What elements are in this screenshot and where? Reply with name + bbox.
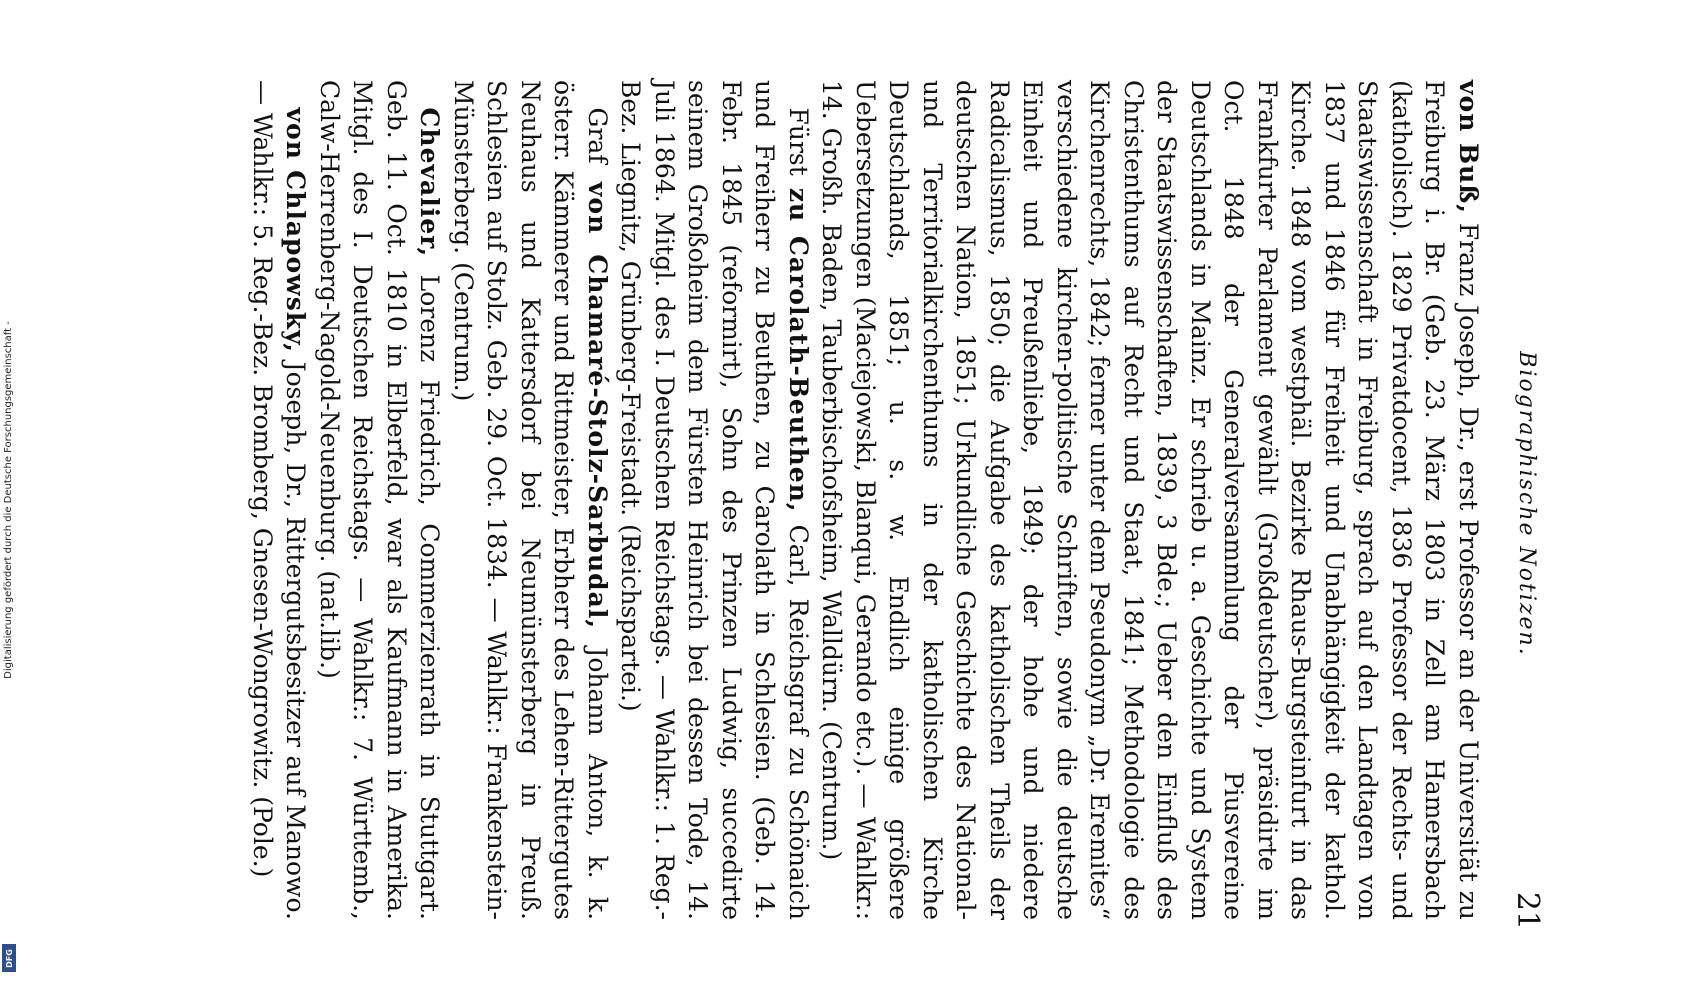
digitization-credit [0,0,18,1000]
page-number: 21 [1510,891,1545,930]
entry-name: Chevalier, [415,107,445,258]
entry-name: von Buß, [1454,80,1483,214]
biography-entry-chlapowsky [246,80,313,920]
biography-entry-chamare [447,80,615,920]
entry-lead: Fürst [784,107,813,176]
entry-lead: Graf [583,107,612,164]
page-body [246,80,1486,920]
page-header [1505,78,1545,930]
biography-entry-carolath [614,80,815,920]
biography-entry-buss [815,80,1485,920]
running-head: Biographische Notizen. [1514,351,1539,657]
biography-entry-chevalier [313,80,447,920]
entry-text: Joseph, Dr., Rittergutsbesitzer auf Manowo. — Wahlkr.: 5. Reg.-Bez. Bromberg, Gnesen-Wongrowitz. (Pole.) [248,80,311,921]
entry-text: Franz Joseph, Dr., erst Professor an der Universität zu Freiburg i. Br. (Geb. 23. März 1803 in Zell am Hamersbach (katholisch). 1829 Privatdocent, 1836 Professor der Rechts- und Staatswissenschaft in Freiburg, sprach auf den Landtagen von 1837 und 1846 für Freiheit und Unabhängigkeit der kathol. Kirche. 1848 vom westphäl. Bezirke Rhaus-Burgsteinfurt in das Frankfurter Parlament gewählt (Großdeutscher), präsidirte im Oct. 1848 der Generalversammlung der Piusvereine Deutschlands in Mainz. Er schrieb u. a. Geschichte und System der Staatswissenschaften, 1839, 3 Bde.; Ueber den Einfluß des Christenthums auf Recht und Staat, 1841; Methodologie des Kirchenrechts, 1842; ferner unter dem Pseudonym „Dr. Eremites“ verschiedene kirchen-politische Schriften, sowie die deutsche Einheit und Preußenliebe, 1849; der hohe und niedere Radicalismus, 1850; die Aufgabe des katholischen Theils der deutschen Nation, 1851; Urkundliche Geschichte des National- und Territorialkirchenthums in der katholischen Kirche Deutschlands, 1851; u. s. w. Endlich einige größere Uebersetzungen (Maciejowski, Blanqui, Gerando etc.). — Wahlkr.: 14. Großh. Baden, Tauberbischofsheim, Walldürn. (Centrum.) [817,80,1483,920]
dfg-logo: DFG [2,944,16,972]
credit-text: Digitalisierung gefördert durch die Deutsche Forschungsgemeinschaft - [3,321,14,679]
entry-text: Johann Anton, k. k. österr. Kämmerer und Rittmeister, Erbherr des Lehen-Rittergutes Neuhaus und Kattersdorf bei Neumünsterberg in Preuß. Schlesien auf Stolz. Geb. 29. Oct. 1834. — Wahlkr.: Frankenstein-Münsterberg. (Centrum.) [449,80,612,921]
entry-text: Carl, Reichsgraf zu Schönaich und Freiherr zu Beuthen, zu Carolath in Schlesien. (Geb. 14. Febr. 1845 (reformirt), Sohn des Prinzen Ludwig, succedirte seinem Großoheim dem Fürsten Heinrich bei dessen Tode, 14. Juli 1864. Mitgl. des I. Deutschen Reichstags. — Wahlkr.: 1. Reg.-Bez. Liegnitz, Grünberg-Freistadt. (Reichspartei.) [616,80,813,920]
book-page [163,30,1563,970]
entry-text: Lorenz Friedrich, Commerzienrath in Stuttgart. Geb. 11. Oct. 1810 in Elberfeld, war als Kaufmann in Amerika. Mitgl. des I. Deutschen Reichstags. — Wahlkr.: 7. Württemb., Calw-Herrenberg-Nagold-Neuenburg. (nat.lib.) [315,80,445,920]
entry-name: zu Carolath-Beuthen, [784,187,813,513]
entry-name: von Chlapowsky, [281,107,311,353]
entry-name: von Chamaré-Stolz-Sarbudal, [583,181,612,630]
